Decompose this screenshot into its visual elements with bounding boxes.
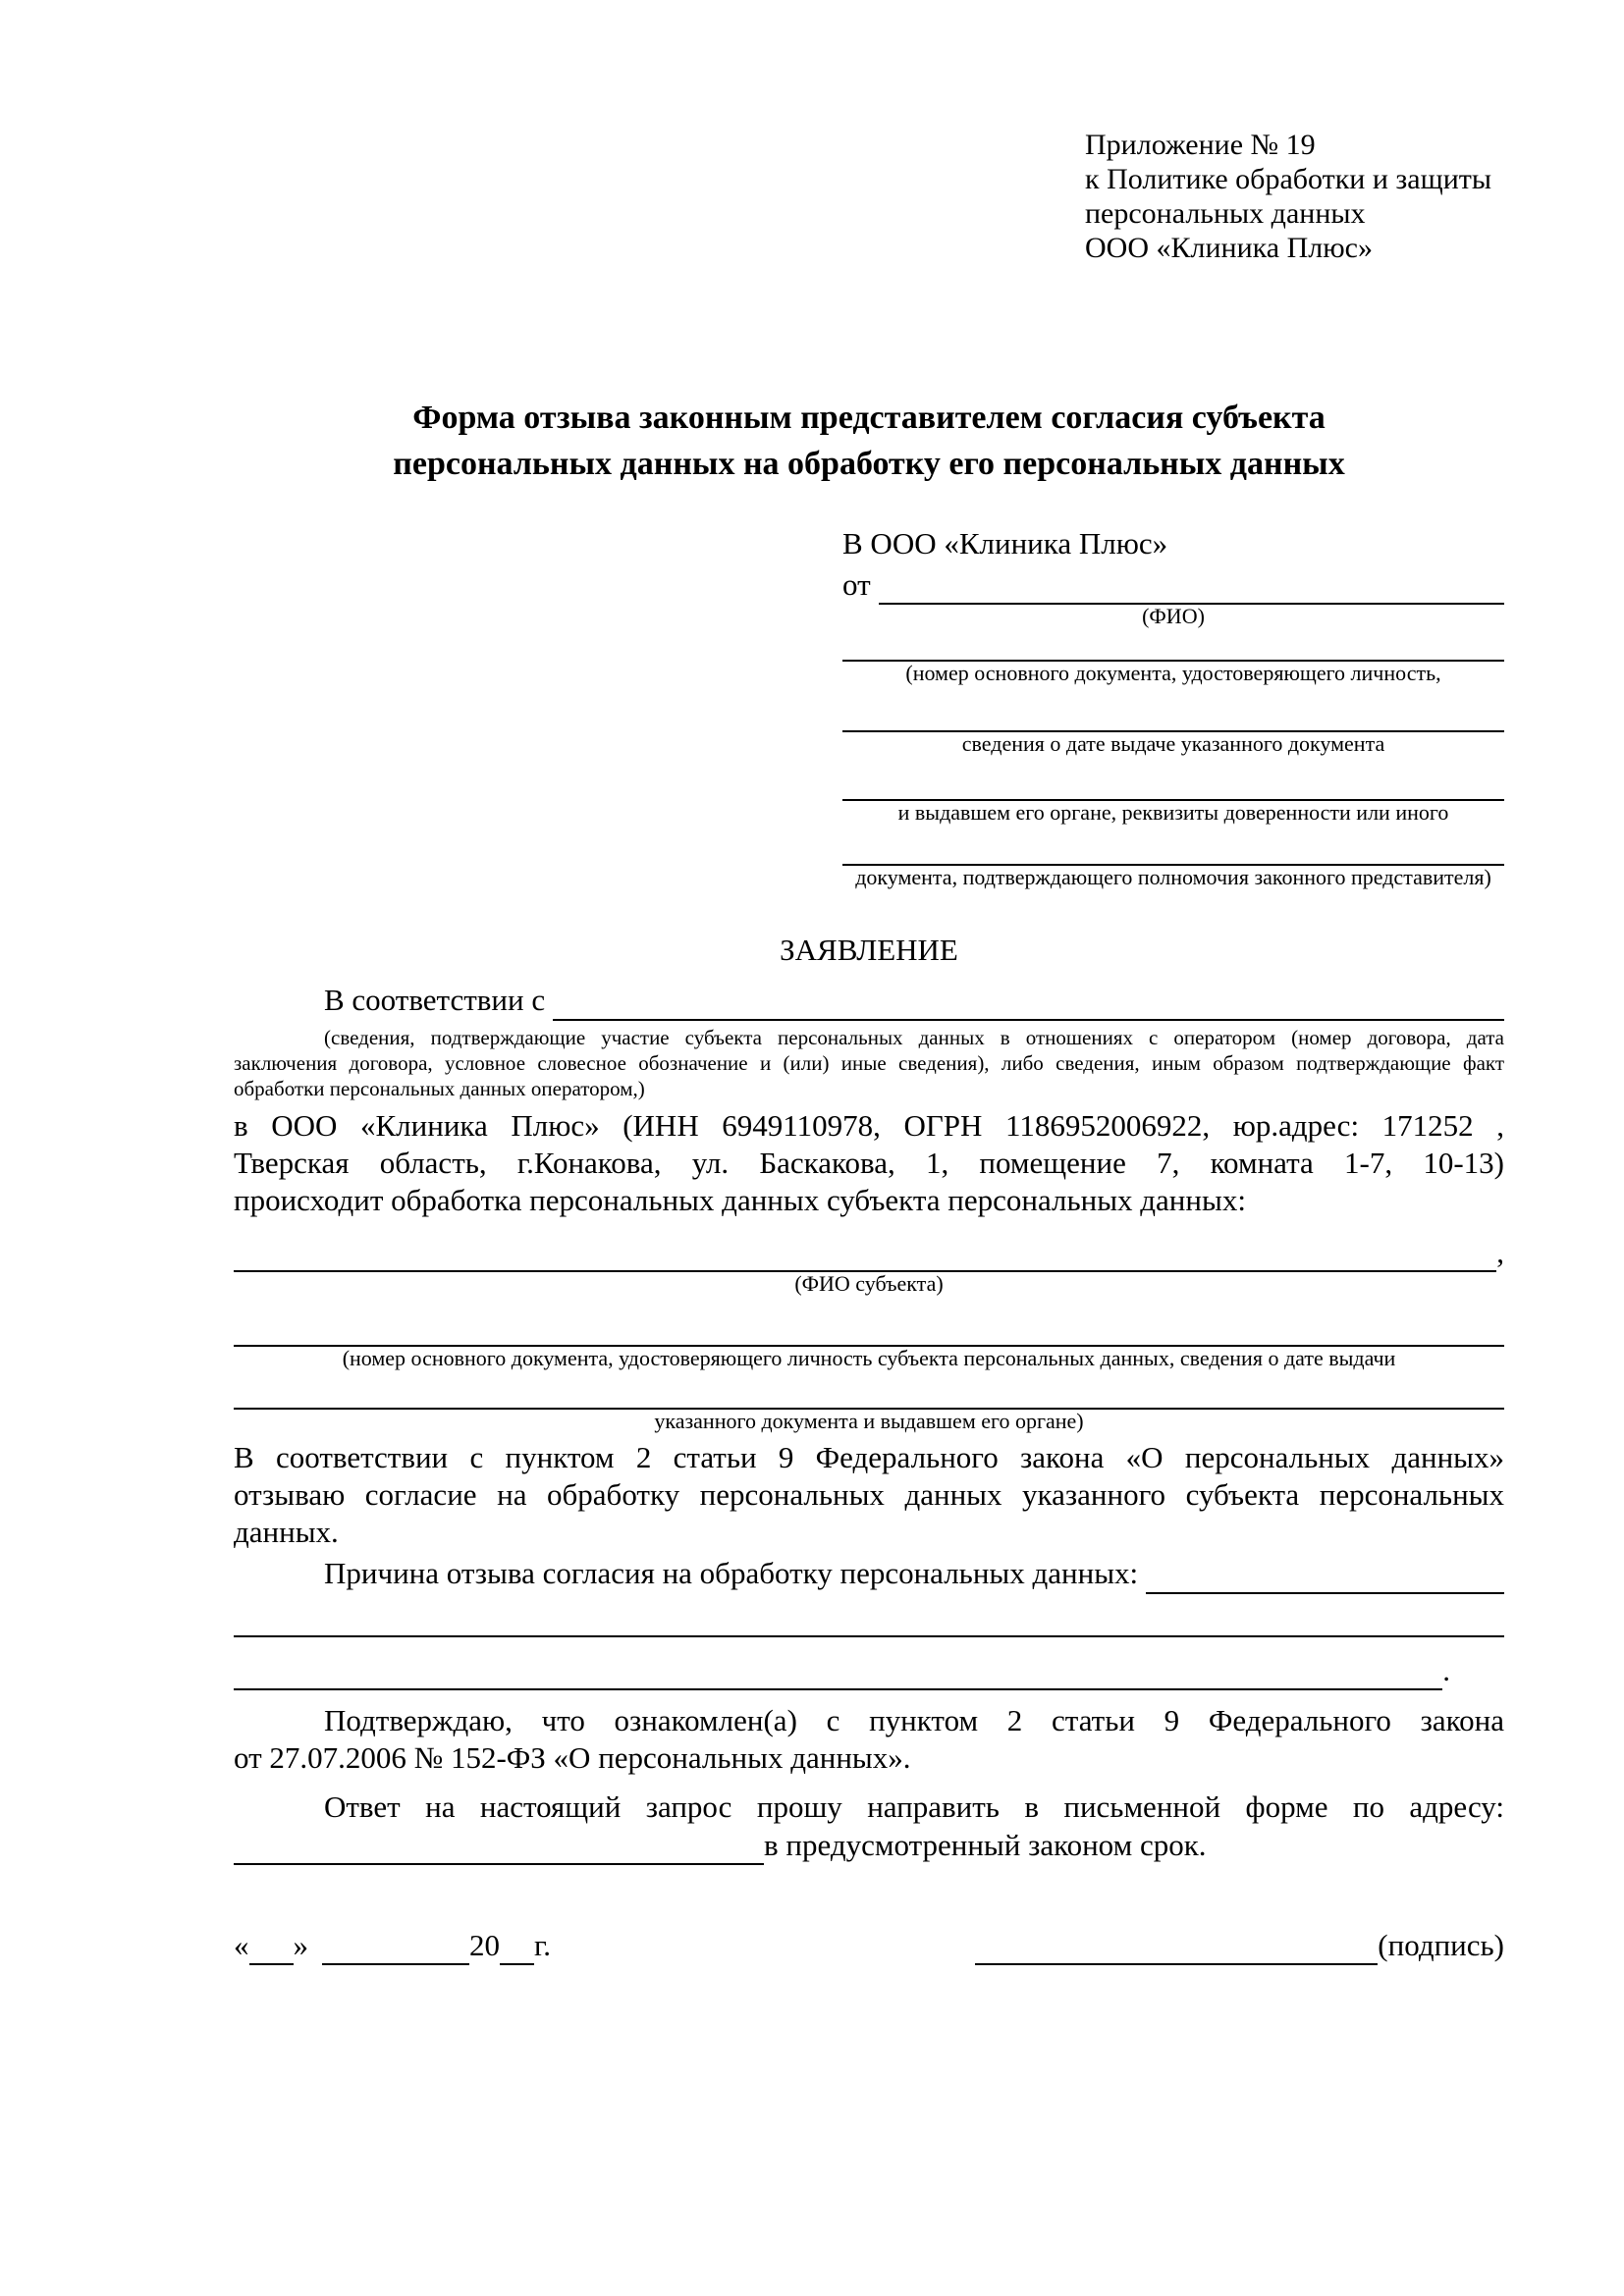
- intro-note-line-3: обработки персональных данных оператором,): [234, 1077, 645, 1100]
- document-number-caption: (номер основного документа, удостоверяющего личность,: [905, 661, 1441, 685]
- document-number-blank-field: [842, 628, 1504, 662]
- appendix-number: Приложение № 19: [1085, 129, 1316, 161]
- from-blank-field: [879, 572, 1504, 605]
- reply-paragraph: [234, 1789, 1504, 1865]
- intro-label: В соответствии с: [324, 983, 546, 1017]
- subject-fio-caption: (ФИО субъекта): [794, 1271, 944, 1296]
- signature-field: [975, 1926, 1504, 1965]
- reason-continuation-blank-field-2: [234, 1658, 1442, 1690]
- subject-document-caption: (номер основного документа, удостоверяющего личность субъекта персональных данных, сведения о дате выдачи: [342, 1346, 1396, 1370]
- operator-line-1: в ООО «Клиника Плюс» (ИНН 6949110978, ОГРН 1186952006922, юр.адрес: 171252 ,: [234, 1108, 1504, 1143]
- fio-caption: (ФИО): [1142, 604, 1205, 628]
- subject-name-blank-field: [234, 1240, 1496, 1272]
- title-line-1: Форма отзыва законным представителем согласия субъекта: [412, 400, 1326, 436]
- from-label: от: [842, 567, 871, 602]
- document-title: [234, 395, 1504, 487]
- title-line-2: персональных данных на обработку его персональных данных: [393, 446, 1345, 482]
- subject-document-authority-blank-field: [234, 1370, 1504, 1410]
- appendix-policy-line2: персональных данных: [1085, 197, 1366, 230]
- subject-document-authority-caption: указанного документа и выдавшем его органе): [654, 1409, 1084, 1433]
- reply-address-row: [234, 1826, 1504, 1865]
- subject-name-row: [234, 1233, 1504, 1272]
- reply-tail: в предусмотренный законом срок.: [764, 1828, 1207, 1862]
- confirmation-line-2: от 27.07.2006 № 152-ФЗ «О персональных данных».: [234, 1740, 911, 1775]
- date-month-blank-field: [322, 1933, 469, 1965]
- issuing-authority-blank-field: [842, 756, 1504, 801]
- reason-label: Причина отзыва согласия на обработку персональных данных:: [324, 1556, 1139, 1590]
- date-field: [234, 1926, 551, 1965]
- withdrawal-line-2: отзываю согласие на обработку персональных данных указанного субъекта персональных: [234, 1477, 1504, 1512]
- date-close-quote: »: [293, 1928, 308, 1962]
- representative-authority-blank-field: [842, 825, 1504, 866]
- reason-blank-field: [1146, 1562, 1504, 1594]
- statement-heading: ЗАЯВЛЕНИЕ: [780, 933, 958, 967]
- reason-continuation-row-2: [234, 1651, 1504, 1690]
- subject-document-blank-field: [234, 1296, 1504, 1347]
- withdrawal-line-1: В соответствии с пунктом 2 статьи 9 Федерального закона «О персональных данных»: [234, 1440, 1504, 1474]
- date-year-suffix: г.: [534, 1928, 551, 1962]
- issue-date-caption: сведения о дате выдаче указанного документа: [961, 731, 1385, 756]
- trailing-comma: ,: [1496, 1235, 1504, 1269]
- from-row: [842, 565, 1504, 605]
- intro-row: [234, 980, 1504, 1021]
- intro-blank-field: [553, 988, 1504, 1021]
- representative-authority-caption: документа, подтверждающего полномочия законного представителя): [855, 865, 1491, 889]
- operator-paragraph: [234, 1107, 1504, 1219]
- issue-date-blank-field: [842, 685, 1504, 732]
- operator-line-2: Тверская область, г.Конакова, ул. Баскакова, 1, помещение 7, комната 1-7, 10-13): [234, 1146, 1504, 1180]
- trailing-period: .: [1442, 1653, 1450, 1687]
- intro-note-line-2: заключения договора, условное словесное обозначение и (или) иные сведения), либо сведения, иным образом подтверждающие факт: [234, 1051, 1504, 1075]
- date-open-quote: «: [234, 1928, 249, 1962]
- operator-line-3: происходит обработка персональных данных субъекта персональных данных:: [234, 1183, 1246, 1217]
- date-year-prefix: 20: [469, 1928, 500, 1962]
- issuing-authority-caption: и выдавшем его органе, реквизиты доверенности или иного: [897, 800, 1449, 825]
- withdrawal-line-3: данных.: [234, 1515, 339, 1549]
- appendix-company: ООО «Клиника Плюс»: [1085, 232, 1373, 264]
- intro-note: [234, 1025, 1504, 1101]
- reply-address-blank-field: [234, 1833, 764, 1865]
- withdrawal-paragraph: [234, 1439, 1504, 1551]
- confirmation-line-1: Подтверждаю, что ознакомлен(а) с пунктом 2 статьи 9 Федерального закона: [324, 1703, 1504, 1737]
- appendix-header: [1085, 128, 1504, 265]
- footer-row: [234, 1926, 1504, 1965]
- date-day-blank-field: [249, 1933, 294, 1965]
- intro-note-line-1: (сведения, подтверждающие участие субъекта персональных данных в отношениях с оператором (номер договора, дата: [324, 1026, 1504, 1049]
- confirmation-paragraph: [234, 1702, 1504, 1777]
- appendix-policy-line: к Политике обработки и защиты: [1085, 163, 1492, 195]
- signature-blank-field: [975, 1933, 1378, 1965]
- reply-line-1: Ответ на настоящий запрос прошу направить в письменной форме по адресу:: [324, 1789, 1504, 1824]
- signature-caption: (подпись): [1378, 1928, 1504, 1962]
- addressee-block: [842, 526, 1504, 889]
- addressee-to: В ООО «Клиника Плюс»: [842, 526, 1168, 561]
- reason-continuation-blank-field: [234, 1594, 1504, 1637]
- date-year-blank-field: [500, 1933, 534, 1965]
- reason-row: [234, 1553, 1504, 1594]
